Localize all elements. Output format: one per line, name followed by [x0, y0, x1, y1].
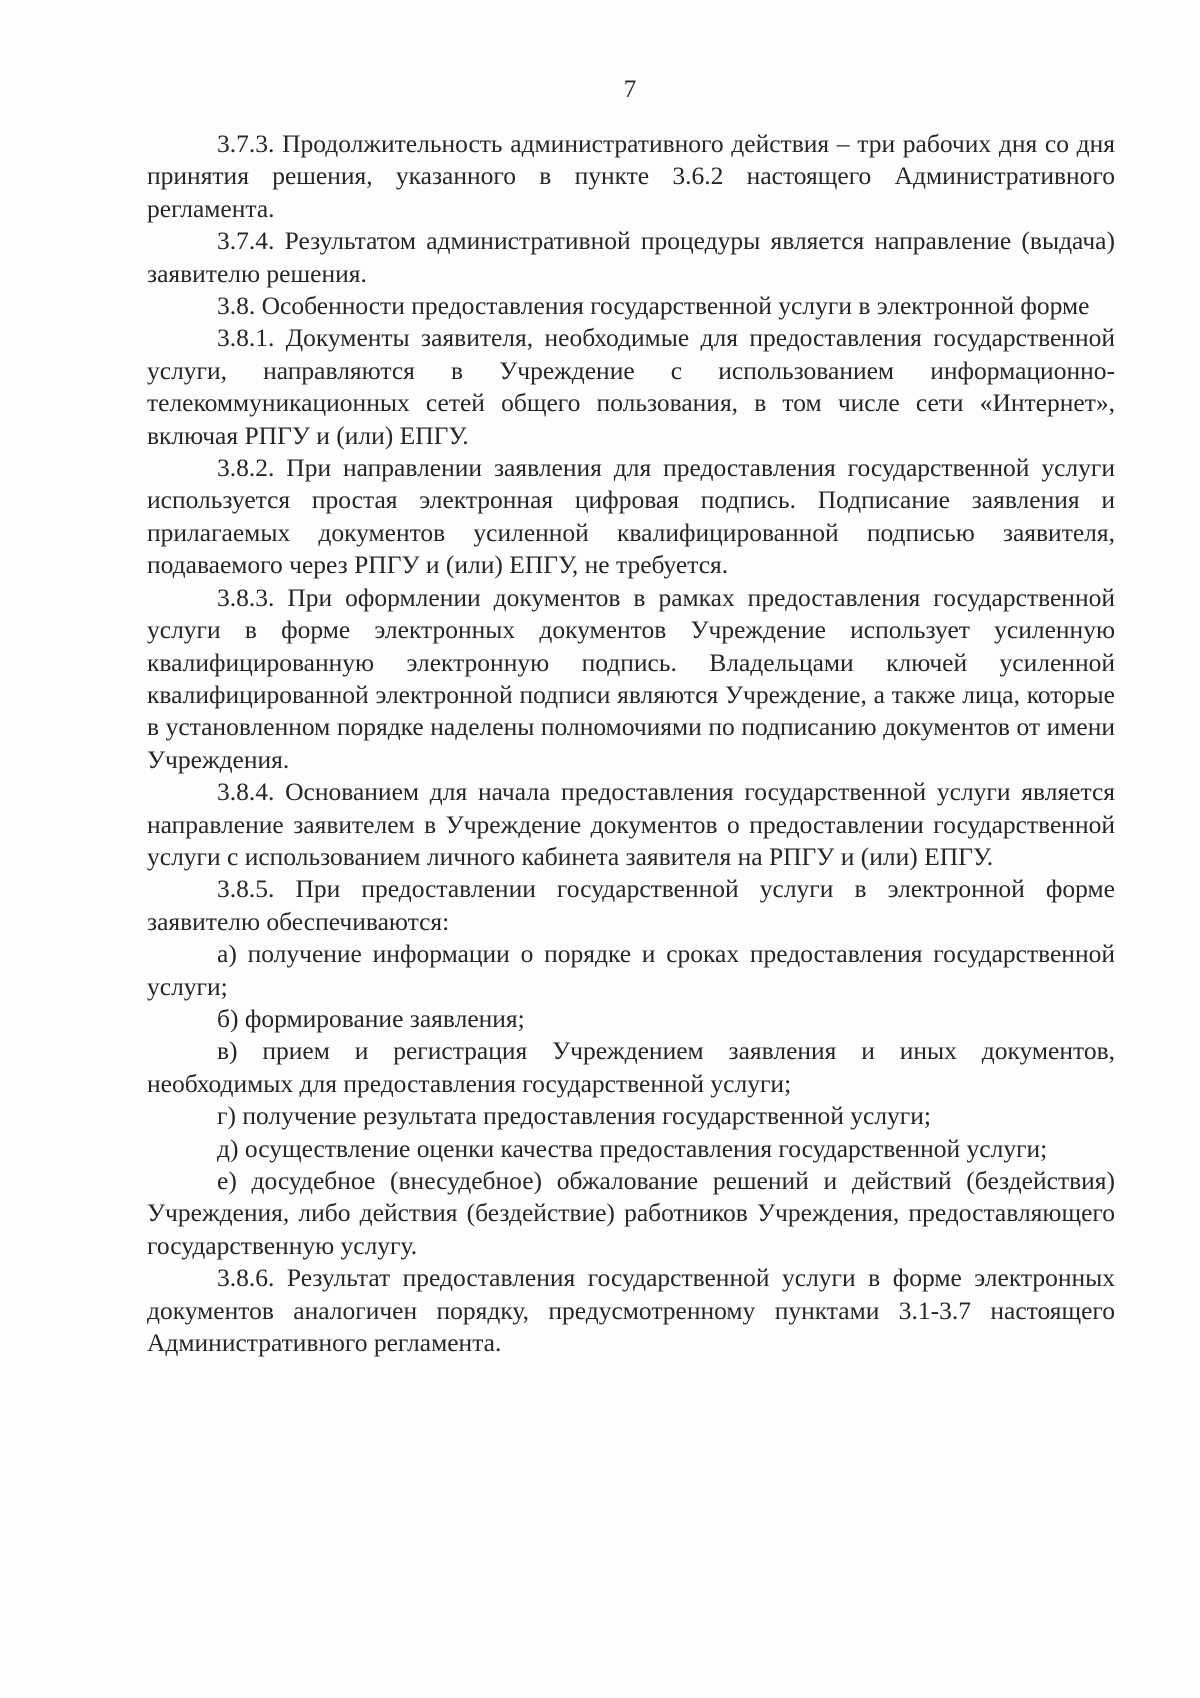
list-item-g: г) получение результата предоставления государственной услуги; — [217, 1101, 931, 1131]
paragraph-3-8-2: 3.8.2. При направлении заявления для предоставления государственной услуги используется простая электронная цифровая подпись. Подписание заявления и прилагаемых документов усиленной квалифицированной подписью заявителя, подаваемого через РПГУ и (или) ЕПГУ, не требуется. — [147, 453, 1115, 580]
list-item-v: в) прием и регистрация Учреждением заявления и иных документов, необходимых для предоставления государственной услуги; — [147, 1036, 1115, 1098]
list-item-a: а) получение информации о порядке и сроках предоставления государственной услуги; — [147, 939, 1115, 1001]
list-item-d: д) осуществление оценки качества предоставления государственной услуги; — [217, 1133, 1048, 1163]
section-heading-3-8: 3.8. Особенности предоставления государственной услуги в электронной форме — [217, 291, 1090, 321]
paragraph-3-8-4: 3.8.4. Основанием для начала предоставления государственной услуги является направление заявителем в Учреждение документов о предоставлении государственной услуги с использованием личного кабинета заявителя на РПГУ и (или) ЕПГУ. — [147, 777, 1115, 871]
document-body — [147, 128, 1115, 1359]
paragraph-3-7-3: 3.7.3. Продолжительность административного действия – три рабочих дня со дня принятия решения, указанного в пункте 3.6.2 настоящего Административного регламента. — [147, 129, 1115, 223]
paragraph-3-8-3: 3.8.3. При оформлении документов в рамках предоставления государственной услуги в форме электронных документов Учреждение использует усиленную квалифицированную электронную подпись. Владельцами ключей усиленной квалифицированной электронной подписи являются Учреждение, а также лица, которые в установленном порядке наделены полномочиями по подписанию документов от имени Учреждения. — [147, 582, 1115, 774]
page-number: 7 — [623, 76, 637, 103]
list-item-b: б) формирование заявления; — [217, 1003, 525, 1033]
paragraph-3-7-4: 3.7.4. Результатом административной процедуры является направление (выдача) заявителю решения. — [147, 226, 1115, 288]
paragraph-3-8-6: 3.8.6. Результат предоставления государственной услуги в форме электронных документов аналогичен порядку, предусмотренному пунктами 3.1-3.7 настоящего Административного регламента. — [147, 1263, 1115, 1358]
list-item-e: е) досудебное (внесудебное) обжалование решений и действий (бездействия) Учреждения, либо действия (бездействие) работников Учреждения, предоставляющего государственную услугу. — [147, 1166, 1115, 1260]
paragraph-3-8-1: 3.8.1. Документы заявителя, необходимые для предоставления государственной услуги, направляются в Учреждение с использованием информационно-телекоммуникационных сетей общего пользования, в том числе сети «Интернет», включая РПГУ и (или) ЕПГУ. — [147, 323, 1115, 450]
paragraph-3-8-5: 3.8.5. При предоставлении государственной услуги в электронной форме заявителю обеспечиваются: — [147, 874, 1115, 936]
